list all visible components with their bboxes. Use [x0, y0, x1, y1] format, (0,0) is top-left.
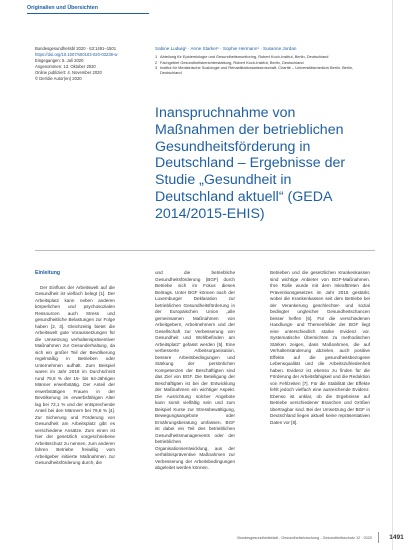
text-column-1 [35, 270, 115, 546]
accepted-date: Angenommen: 13. Oktober 2020 [35, 64, 96, 70]
section-divider [35, 250, 375, 251]
section-heading-introduction: Einleitung [35, 270, 61, 276]
doi-link[interactable]: https://doi.org/10.1007/s00103-020-03239-w [35, 52, 118, 58]
journal-citation: Bundesgesundheitsbl 2020 · 63:1491–1501 [35, 46, 117, 51]
article-metadata [35, 46, 130, 83]
page-edge-rule [392, 0, 393, 550]
affiliation-number: 2 [155, 59, 158, 65]
affiliation-number: 1 [155, 54, 158, 60]
text-column-2 [155, 270, 235, 546]
column-1-body: Der Einfluss der Arbeitswelt auf die Gesundheit ist vielfach belegt [1]. Der Arbeitsplatz kann neben anderen körperlichen und psychosozialen Ressourcen auch Stress und gesundheitliche Belastungen zur Folge haben [2, 3]. Gleichzeitig bietet die Arbeitswelt gute Voraussetzungen für die Umsetzung verhaltenspräventiver Maßnahmen zur Gesunderhaltung, da sich ein großer Teil der Bevölkerung regelmäßig in Betrieben oder Unternehmen aufhält. Zum Beispiel waren im Jahr 2018 im Durchschnitt rund 79,8 % der 15- bis 64-Jährigen Männer erwerbstätig. Der Anteil der erwerbstätigen Frauen in der Bevölkerung im erwerbsfähigen Alter lag bei 72,1 % und der entsprechende Anteil bei den Männern bei 79,8 % [4]. Zur Sicherung und Förderung von Gesundheit am Arbeitsplatz gibt es verschiedene Ansätze. Zum einen ist hier der gesetzlich vorgeschriebene Arbeitsschutz zu nennen, zum anderen fahren Betriebe freiwillig vom Arbeitgeber initiierte Maßnahmen zur Gesundheitsförderung durch, die [35, 284, 115, 465]
published-date: Online publiziert: 4. November 2020 [35, 70, 102, 76]
copyright: © Der/die Autor(en) 2020 [35, 76, 82, 82]
article-title: Inanspruchnahme von Maßnahmen der betrieblichen Gesundheitsförderung in Deutschland – Ergebnisse der Studie „Gesundheit in Deutschland aktuell“ (GEDA 2014/2015-EHIS) [155, 105, 346, 222]
page-number: 1491 [378, 532, 413, 543]
received-date: Eingegangen: 5. Juli 2020 [35, 58, 84, 64]
text-column-3 [270, 270, 370, 546]
affiliation-number: 3 [155, 64, 158, 70]
author-block [155, 46, 370, 75]
affiliation-text: Fachgebiet Gesundheitsberichterstattung, Robert Koch-Institut, Berlin, Deutschland [160, 59, 304, 65]
author-list: Sabine Ludwig¹ · Anne Starker¹ · Sophie Hermann¹ · Susanne Jordan [155, 46, 297, 51]
column-2-body: und die betriebliche Gesundheitsförderung (BGF) durch Betriebe sich im Fokus dieses Beitrags. Unter BGF können nach der Luxemburger Deklaration zur betrieblichen Gesundheitsförderung in der Europäischen Union „alle gemeinsamen Maßnahmen von Arbeitgebern, Arbeitnehmern und der Gesellschaft zur Verbesserung von Gesundheit und Wohlbefinden am Arbeitsplatz“ gefasst werden [5]. Eine verbesserte Arbeitsorganisation, bessere Arbeitsbedingungen und Stärkung der persönlichen Kompetenzen der Beschäftigten sind das Ziel von BGF. Die Beteiligung der Beschäftigten ist bei der Entwicklung der Maßnahmen ein wichtiger Aspekt. Die Ausrichtung solcher Angebote kann somit vielfältig sein und zum Beispiel Kurse zur Stressbewältigung, Bewegungsangebote oder Ernährungsberatung umfassen. BGF ist dabei ein Teil des betrieblichen Gesundheitsmanagements oder der betrieblichen Organisationsentwicklung, aus der verhältnispräventive Maßnahmen zur Verbesserung der Arbeitsbedingungen abgeleitet werden können. [155, 270, 235, 470]
affiliation-text: Institut für Medizinische Soziologie und Rehabilitationswissenschaft, Charité – Universitätsmedizin Berlin, Berlin, Deutschland [160, 64, 354, 76]
section-rubric: Originalien und Übersichten [27, 4, 149, 14]
journal-footer: Bundesgesundheitsblatt - Gesundheitsforschung - Gesundheitsschutz 12 · 2020 [237, 536, 372, 540]
column-3-body: Betrieben und die gesetzlichen Krankenkassen sind wichtige Anbieter von BGF-Maßnahmen. Ihre Rolle wurde mit dem Inkrafttreten des Präventionsgesetzes im Jahr 2015 gestärkt, wobei die Krankenkassen seit dem Betriebe bei der Verankerung geschlechter- und sozial bedingter ungleicher Gesundheitschancen besser helfen [6]. Für die verschiedenen Handlungs- und Themenfelder der BGF liegt eine unterschiedlich starke Evidenz vor. Systematische Übersichten zu methodischen Stärken zeigen, dass Maßnahmen, die auf Verhaltensänderung abzielen, auch positive Effekte auf die gesundheitsbezogene Lebensqualität und die Arbeitszufriedenheit haben. Evidenz ist ebenso zu finden für die Förderung der Arbeitsfähigkeit und die Reduktion von Fehlzeiten [7]. Für die Stabilität der Effekte fehlt jedoch vielfach eine ausreichende Evidenz. Ebenso ist unklar, ob die Ergebnisse auf Betriebe verschiedener Branchen und Größen übertragbar sind. Bei der Umsetzung der BGF in Deutschland liegen aktuell keine repräsentativen Daten vor [8]. [270, 270, 370, 425]
affiliation-text: Abteilung für Epidemiologie und Gesundheitsmonitoring, Robert Koch-Institut, Berlin, Deutschland [160, 54, 329, 60]
affiliations [155, 54, 370, 75]
affiliation-3 [155, 65, 370, 76]
